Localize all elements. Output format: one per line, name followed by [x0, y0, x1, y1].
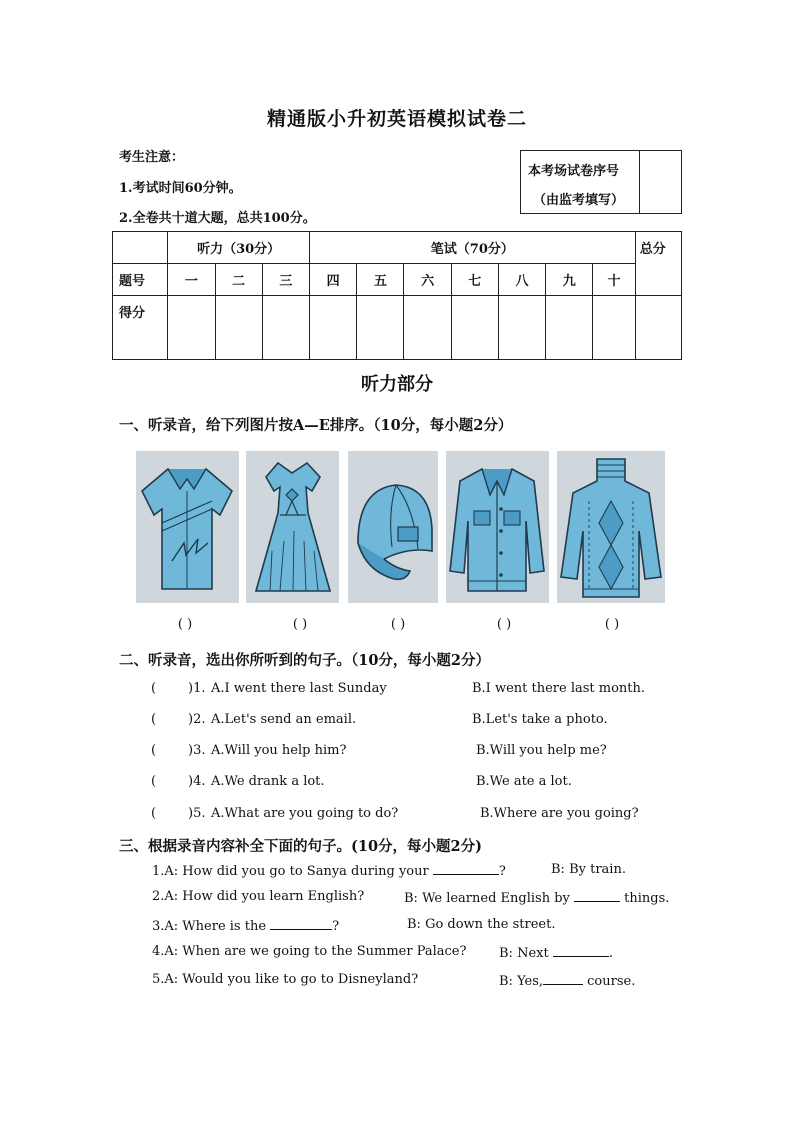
- answer-blank[interactable]: [543, 972, 583, 985]
- score-cell[interactable]: [168, 296, 215, 360]
- page-title: 精通版小升初英语模拟试卷二: [266, 108, 527, 130]
- question-a-end: ?: [332, 919, 340, 934]
- notice-item-1: 1.考试时间60分钟。: [119, 181, 242, 196]
- answer-b: B: Go down the street.: [407, 917, 556, 932]
- answer-bracket[interactable]: (: [151, 806, 157, 821]
- jacket-icon: [446, 451, 549, 603]
- listening-section-title: 听力部分: [361, 374, 433, 395]
- option-a: A.I went there last Sunday: [211, 681, 387, 696]
- option-a: A.Will you help him?: [211, 743, 347, 758]
- answer-blank[interactable]: [574, 889, 620, 902]
- question-a: 4.A: When are we going to the Summer Palace?: [152, 944, 467, 959]
- question-number: 一: [168, 264, 215, 296]
- total-header: 总分: [635, 232, 681, 296]
- answer-blank[interactable]: [433, 862, 499, 875]
- question-a: 1.A: How did you go to Sanya during your: [152, 864, 429, 879]
- answer-bracket[interactable]: (: [151, 681, 157, 696]
- score-cell[interactable]: [357, 296, 404, 360]
- answer-b: B: Yes,: [499, 974, 544, 989]
- picture-answer-bracket[interactable]: ( ): [292, 617, 308, 632]
- question-a-end: ?: [498, 864, 506, 879]
- question-a: 5.A: Would you like to go to Disneyland?: [152, 972, 419, 987]
- question-number: 四: [309, 264, 356, 296]
- question-number: )2.: [188, 712, 206, 727]
- option-a: A.We drank a lot.: [211, 774, 325, 789]
- question-number-label: 题号: [113, 264, 168, 296]
- score-table-corner: [113, 232, 168, 264]
- seat-number-box: [520, 150, 682, 214]
- score-table: [112, 231, 682, 360]
- question-number: 六: [404, 264, 451, 296]
- answer-bracket[interactable]: (: [151, 774, 157, 789]
- question-number: 三: [262, 264, 309, 296]
- option-b: B.I went there last month.: [472, 681, 646, 696]
- score-cell[interactable]: [309, 296, 356, 360]
- answer-b: B: We learned English by: [404, 891, 570, 906]
- cap-icon: [348, 451, 438, 603]
- answer-b: B: By train.: [551, 862, 626, 877]
- option-a: A.What are you going to do?: [211, 806, 399, 821]
- option-b: B.Let's take a photo.: [472, 712, 608, 727]
- seat-box-note: （由监考填写）: [533, 193, 625, 208]
- part2-heading: 二、听录音，选出你所听到的句子。（10分，每小题2分）: [119, 652, 491, 669]
- option-b: B.Where are you going?: [480, 806, 639, 821]
- score-cell[interactable]: [451, 296, 498, 360]
- question-number: 八: [498, 264, 545, 296]
- question-number: 九: [546, 264, 593, 296]
- score-label: 得分: [113, 296, 168, 360]
- score-cell[interactable]: [262, 296, 309, 360]
- score-cell[interactable]: [546, 296, 593, 360]
- notice-heading: 考生注意：: [119, 150, 185, 165]
- question-number: )5.: [188, 806, 206, 821]
- answer-bracket[interactable]: (: [151, 743, 157, 758]
- listening-header: 听力（30分）: [168, 232, 310, 264]
- part3-heading: 三、根据录音内容补全下面的句子。(10分，每小题2分): [119, 838, 482, 855]
- picture-answer-bracket[interactable]: ( ): [604, 617, 620, 632]
- dress-icon: [246, 451, 339, 603]
- sweater-icon: [557, 451, 665, 603]
- question-number: 五: [357, 264, 404, 296]
- writing-header: 笔试（70分）: [309, 232, 635, 264]
- picture-answer-bracket[interactable]: ( ): [496, 617, 512, 632]
- answer-b: B: Next: [499, 946, 549, 961]
- question-number: 十: [593, 264, 635, 296]
- score-cell[interactable]: [498, 296, 545, 360]
- question-number: )3.: [188, 743, 206, 758]
- answer-blank[interactable]: [270, 917, 332, 930]
- question-number: )1.: [188, 681, 206, 696]
- score-cell[interactable]: [593, 296, 635, 360]
- answer-blank[interactable]: [553, 944, 609, 957]
- score-cell[interactable]: [215, 296, 262, 360]
- option-b: B.We ate a lot.: [476, 774, 572, 789]
- seat-box-label: 本考场试卷序号: [528, 164, 620, 179]
- option-b: B.Will you help me?: [476, 743, 607, 758]
- answer-b-end: things.: [624, 891, 670, 906]
- score-cell[interactable]: [404, 296, 451, 360]
- shirt-icon: [136, 451, 239, 603]
- question-number: )4.: [188, 774, 206, 789]
- notice-item-2: 2.全卷共十道大题，总共100分。: [119, 211, 316, 226]
- question-a: 2.A: How did you learn English?: [152, 889, 365, 904]
- picture-answer-bracket[interactable]: ( ): [177, 617, 193, 632]
- answer-b-end: .: [608, 946, 613, 961]
- question-number: 七: [451, 264, 498, 296]
- option-a: A.Let's send an email.: [211, 712, 357, 727]
- answer-bracket[interactable]: (: [151, 712, 157, 727]
- picture-answer-bracket[interactable]: ( ): [390, 617, 406, 632]
- question-number: 二: [215, 264, 262, 296]
- part1-heading: 一、听录音，给下列图片按A—E排序。（10分，每小题2分）: [119, 417, 513, 434]
- answer-b-end: course.: [587, 974, 636, 989]
- question-a: 3.A: Where is the: [152, 919, 267, 934]
- total-score-cell[interactable]: [635, 296, 681, 360]
